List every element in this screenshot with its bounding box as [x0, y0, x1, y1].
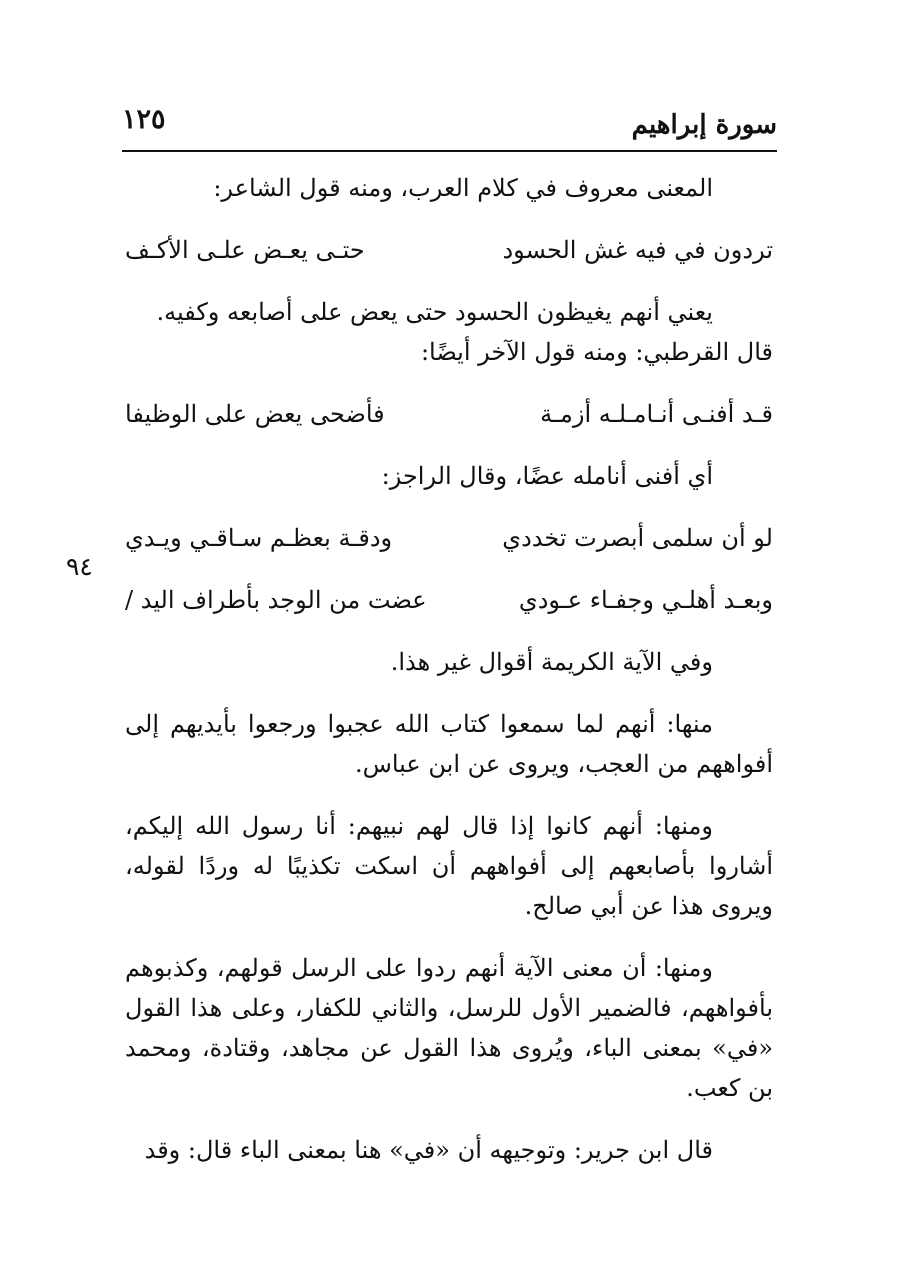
page-number: ١٢٥ — [122, 104, 166, 135]
verse-2-second-hemistich: فأضحى يعض على الوظيفا — [125, 400, 385, 428]
paragraph-2: يعني أنهم يغيظون الحسود حتى يعض على أصابعه وكفيه. — [156, 298, 713, 326]
paragraph-4: أي أفنى أنامله عضًا، وقال الراجز: — [381, 462, 713, 490]
running-header — [122, 104, 777, 150]
verse-2-first-hemistich: قـد أفنـى أنـامـلـه أزمـة — [540, 400, 773, 428]
paragraph-5: وفي الآية الكريمة أقوال غير هذا. — [390, 648, 713, 676]
paragraph-7: ومنها: أنهم كانوا إذا قال لهم نبيهم: أنا رسول الله إليكم، أشاروا بأصابعهم إلى أفواههم أن اسكت تكذيبًا له وردًا لقوله، ويروى هذا عن أبي صالح. — [125, 812, 773, 920]
header-rule — [122, 150, 777, 152]
paragraph-9: قال ابن جرير: وتوجيهه أن «في» هنا بمعنى الباء قال: وقد — [144, 1136, 713, 1164]
verse-1-first-hemistich: تردون في فيه غش الحسود — [502, 236, 773, 264]
surah-title: سورة إبراهيم — [631, 110, 777, 140]
verse-3-second-hemistich: ودقـة بعظـم سـاقـي ويـدي — [125, 524, 393, 552]
verse-3-first-hemistich: لو أن سلمى أبصرت تخددي — [502, 524, 773, 552]
paragraph-8: ومنها: أن معنى الآية أنهم ردوا على الرسل قولهم، وكذبوهم بأفواههم، فالضمير الأول للرسل، والثاني للكفار، وعلى هذا القول «في» بمعنى الباء، ويُروى هذا القول عن مجاهد، وقتادة، ومحمد بن كعب. — [125, 954, 773, 1102]
paragraph-6: منها: أنهم لما سمعوا كتاب الله عجبوا ورجعوا بأيديهم إلى أفواههم من العجب، ويروى عن ابن عباس. — [125, 710, 773, 778]
verse-1 — [125, 230, 773, 270]
verse-1-second-hemistich: حتـى يعـض علـى الأكـف — [125, 236, 365, 264]
margin-page-reference: ٩٤ — [66, 552, 93, 581]
paragraph-1: المعنى معروف في كلام العرب، ومنه قول الشاعر: — [213, 174, 713, 202]
verse-2 — [125, 394, 773, 434]
page-body — [125, 168, 773, 1170]
verse-4 — [125, 580, 773, 620]
verse-3 — [125, 518, 773, 558]
verse-4-second-hemistich: عضت من الوجد بأطراف اليد / — [125, 586, 427, 614]
verse-4-first-hemistich: وبعـد أهلـي وجفـاء عـودي — [518, 586, 773, 614]
paragraph-3: قال القرطبي: ومنه قول الآخر أيضًا: — [420, 338, 773, 366]
